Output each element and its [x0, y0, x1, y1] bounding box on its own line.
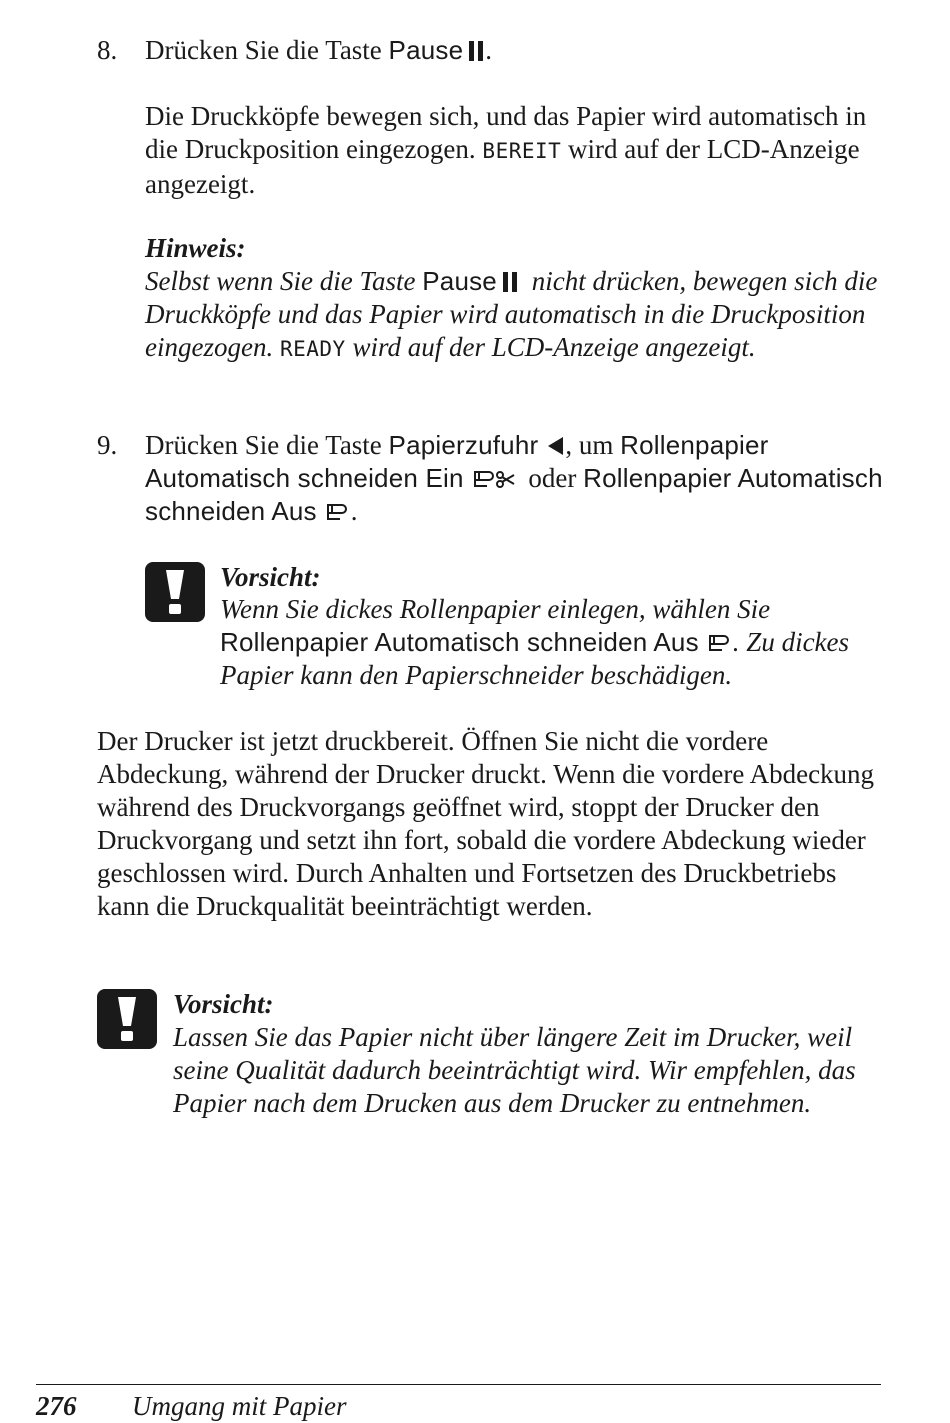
note-title: Hinweis:: [145, 233, 246, 263]
option-auto-cut-off: Rollenpapier Automatisch schneiden Aus: [220, 627, 699, 657]
roll-paper-cut-on-icon: [472, 469, 518, 489]
footer-section-title: Umgang mit Papier: [132, 1391, 347, 1421]
step-8-description: [145, 100, 875, 201]
step-8-suffix: .: [485, 35, 493, 65]
caution-2-text: Lassen Sie das Papier nicht über längere Zeit im Drucker, weil seine Qualität dadurch beeinträchtigt wird. Wir empfehlen, das Papier nach dem Drucken aus dem Drucker zu entnehmen.: [173, 1022, 856, 1118]
step-8-desc-b: wird auf der LCD-Anzeige angezeigt.: [145, 134, 860, 199]
footer-rule: [36, 1384, 881, 1385]
caution-exclamation-icon: [145, 562, 205, 622]
pause-key-label: Pause: [422, 266, 497, 296]
caution-1-text-a: Wenn Sie dickes Rollenpapier einlegen, wählen Sie: [220, 594, 771, 624]
roll-paper-cut-off-icon: [325, 502, 349, 522]
step-8-prefix: Drücken Sie die Taste: [145, 35, 382, 65]
page-number: 276: [36, 1391, 77, 1421]
step-8-instruction: [145, 34, 905, 67]
note-text: [145, 265, 880, 366]
step-9-end: .: [350, 496, 358, 526]
body-paragraph: Der Drucker ist jetzt druckbereit. Öffnen Sie nicht die vordere Abdeckung, während der Drucker druckt. Wenn die vordere Abdeckung während des Druckvorgangs geöffnet wird, stoppt der Drucker den Druckvorgang und setzt ihn fort, sobald die vordere Abdeckung wieder geschlossen wird. Durch Anhalten und Fortsetzen des Druckbetriebs kann die Druckqualität beeinträchtigt werden.: [97, 726, 875, 921]
feed-key-label: Papierzufuhr: [388, 430, 539, 460]
caution-1-title: Vorsicht:: [220, 562, 321, 592]
roll-paper-cut-off-icon: [707, 633, 731, 653]
pause-icon: [503, 272, 517, 292]
caution-2-title: Vorsicht:: [173, 989, 274, 1019]
note-text-a: Selbst wenn Sie die Taste: [145, 266, 416, 296]
note-text-c: wird auf der LCD-Anzeige angezeigt.: [352, 332, 756, 362]
option-auto-cut-on: Rollenpapier Automatisch schneiden Ein: [145, 430, 769, 493]
step-9-text-a: Drücken Sie die Taste: [145, 430, 382, 460]
caution-1-text-b: . Zu dickes Papier kann den Papierschneider beschädigen.: [220, 627, 850, 690]
option-auto-cut-off: Rollenpapier Automatisch schneiden Aus: [145, 463, 883, 526]
step-9-text-b: , um: [565, 430, 614, 460]
step-8-number: 8.: [97, 35, 118, 65]
caution-1-text: [220, 593, 885, 692]
lcd-message-bereit: BEREIT: [482, 139, 562, 163]
left-triangle-icon: [548, 437, 563, 455]
pause-icon: [469, 41, 483, 61]
step-9-or: oder: [528, 463, 577, 493]
step-9-number: 9.: [97, 430, 118, 460]
note-text-b: nicht drücken, bewegen sich die Druckköpfe und das Papier wird automatisch in die Druckposition eingezogen.: [145, 266, 878, 362]
step-8-desc-a: Die Druckköpfe bewegen sich, und das Papier wird automatisch in die Druckposition eingezogen.: [145, 101, 867, 164]
lcd-message-ready: READY: [279, 337, 346, 361]
step-9-instruction: [145, 429, 905, 528]
caution-exclamation-icon: [97, 989, 157, 1049]
pause-key-label: Pause: [388, 35, 464, 65]
